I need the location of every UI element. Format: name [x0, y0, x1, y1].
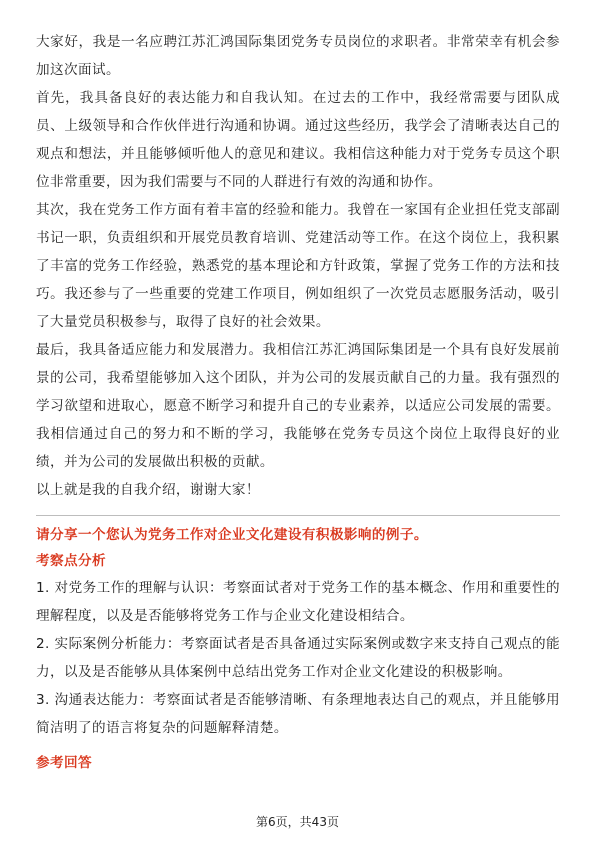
intro-paragraph-4: 最后，我具备适应能力和发展潜力。我相信江苏汇鸿国际集团是一个具有良好发展前景的公司，我希望能够加入这个团队，并为公司的发展贡献自己的力量。我有强烈的学习欲望和进取心，愿意不断学习和提升自己的专业素养，以适应公司发展的需要。我相信通过自己的努力和不断的学习，我能够在党务专员这个岗位上取得良好的业绩，并为公司的发展做出积极的贡献。: [36, 342, 560, 470]
reference-answer-heading: 参考回答: [36, 755, 92, 771]
document-page: [36, 28, 560, 776]
analysis-point-3: 3. 沟通表达能力：考察面试者是否能够清晰、有条理地表达自己的观点，并且能够用简洁明了的语言将复杂的问题解释清楚。: [36, 692, 560, 736]
intro-paragraph-2: 首先，我具备良好的表达能力和自我认知。在过去的工作中，我经常需要与团队成员、上级领导和合作伙伴进行沟通和协调。通过这些经历，我学会了清晰表达自己的观点和想法，并且能够倾听他人的意见和建议。我相信这种能力对于党务专员这个职位非常重要，因为我们需要与不同的人群进行有效的沟通和协作。: [36, 90, 560, 190]
intro-paragraph-1: 大家好，我是一名应聘江苏汇鸿国际集团党务专员岗位的求职者。非常荣幸有机会参加这次面试。: [36, 34, 560, 78]
intro-paragraph-3: 其次，我在党务工作方面有着丰富的经验和能力。我曾在一家国有企业担任党支部副书记一职，负责组织和开展党员教育培训、党建活动等工作。在这个岗位上，我积累了丰富的党务工作经验，熟悉党的基本理论和方针政策，掌握了党务工作的方法和技巧。我还参与了一些重要的党建工作项目，例如组织了一次党员志愿服务活动，吸引了大量党员积极参与，取得了良好的社会效果。: [36, 202, 560, 330]
interview-question: 请分享一个您认为党务工作对企业文化建设有积极影响的例子。: [36, 527, 428, 543]
spacer: [36, 742, 560, 750]
analysis-heading: 考察点分析: [36, 553, 106, 569]
analysis-point-1: 1. 对党务工作的理解与认识：考察面试者对于党务工作的基本概念、作用和重要性的理解程度，以及是否能够将党务工作与企业文化建设相结合。: [36, 580, 560, 624]
section-divider: [36, 515, 560, 516]
intro-closing: 以上就是我的自我介绍，谢谢大家！: [36, 482, 260, 498]
analysis-point-2: 2. 实际案例分析能力：考察面试者是否具备通过实际案例或数字来支持自己观点的能力，以及是否能够从具体案例中总结出党务工作对企业文化建设的积极影响。: [36, 636, 560, 680]
page-number: 第6页，共43页: [256, 815, 339, 829]
